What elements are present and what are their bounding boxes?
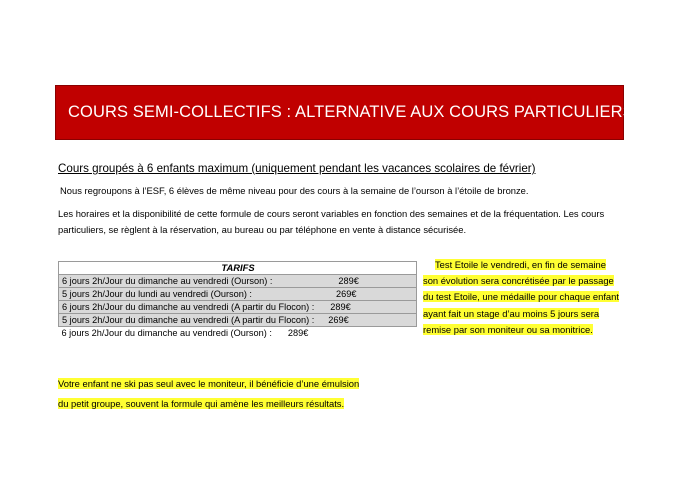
tarif-label: 6 jours 2h/Jour du dimanche au vendredi (Ourson) : <box>62 276 273 286</box>
intro-paragraph: Nous regroupons à l’ESF, 6 élèves de même niveau pour des cours à la semaine de l’ourson à l’étoile de bronze. <box>60 185 529 196</box>
tarif-price: 289€ <box>330 302 351 312</box>
tarif-price: 269€ <box>335 289 357 299</box>
tarif-cell <box>59 275 417 288</box>
tarif-label: 5 jours 2h/Jour du lundi au vendredi (Ourson) : <box>62 289 252 299</box>
title-banner <box>55 85 634 140</box>
etoile-test-text: Test Etoile le vendredi, en fin de semaine son évolution sera concrétisée par le passage du test Etoile, une médaille pour chaque enfant ayant fait un stage d’au moins 5 jours sera remise par son moniteur ou sa monitrice. <box>423 259 619 335</box>
tarif-label: 5 jours 2h/Jour du dimanche au vendredi (A partir du Flocon) : <box>62 315 315 325</box>
tarif-cell <box>59 327 417 340</box>
tarif-cell <box>59 314 417 327</box>
table-row <box>59 314 417 327</box>
table-row <box>59 275 417 288</box>
tarif-cell <box>59 301 417 314</box>
etoile-test-note <box>423 257 619 338</box>
tarif-price: 289€ <box>338 276 359 286</box>
tarif-label: 6 jours 2h/Jour du dimanche au vendredi (A partir du Flocon) : <box>62 302 315 312</box>
group-benefit-line-1: Votre enfant ne ski pas seul avec le moniteur, il bénéficie d’une émulsion <box>58 378 360 389</box>
table-row <box>59 288 417 301</box>
banner-title: COURS SEMI-COLLECTIFS : ALTERNATIVE AUX COURS PARTICULIERS <box>68 103 634 121</box>
group-benefit-note <box>58 374 359 414</box>
table-row <box>59 301 417 314</box>
tarif-cell <box>59 288 417 301</box>
tarifs-header-row <box>59 262 417 275</box>
tarif-label: 6 jours 2h/Jour du dimanche au vendredi (Ourson) : <box>61 328 272 338</box>
tarif-price: 289€ <box>287 328 309 338</box>
tarif-price: 269€ <box>328 315 349 325</box>
group-benefit-line-2: du petit groupe, souvent la formule qui amène les meilleurs résultats. <box>58 398 345 409</box>
table-row <box>59 327 417 340</box>
section-subtitle: Cours groupés à 6 enfants maximum (uniquement pendant les vacances scolaires de février) <box>58 162 536 175</box>
schedule-paragraph: Les horaires et la disponibilité de cette formule de cours seront variables en fonction des semaines et de la fréquentation. Les cours particuliers, se règlent à la réservation, au bureau ou par téléphone en vente à distance sécurisée. <box>58 208 605 235</box>
tarifs-header: TARIFS <box>59 262 417 275</box>
tarifs-table <box>58 261 417 339</box>
